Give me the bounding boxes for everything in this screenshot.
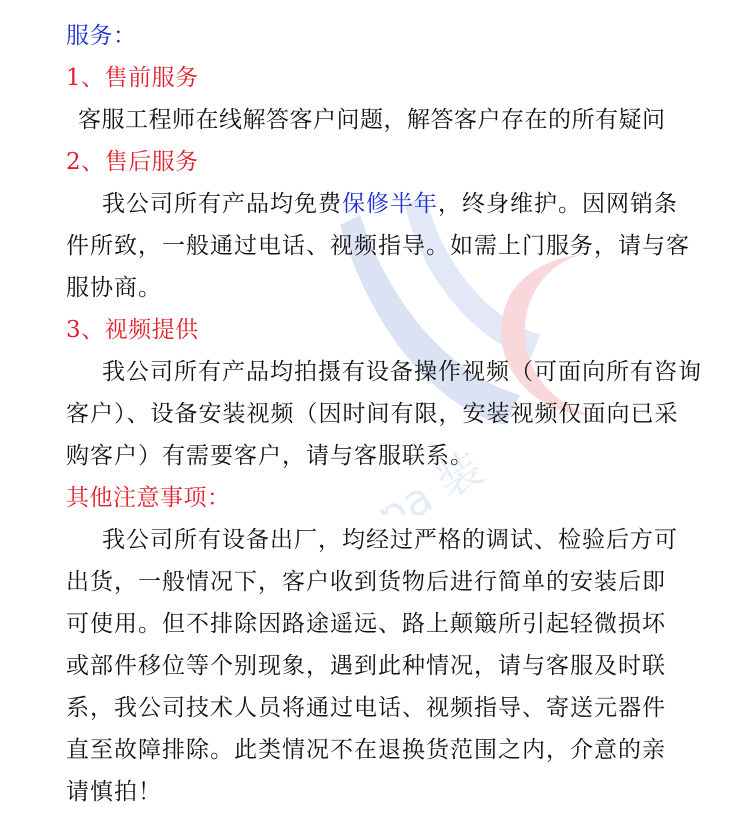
pre-sales-text: 客服工程师在线解答客户问题，解答客户存在的所有疑问: [78, 107, 666, 133]
after-sales-line-2: 件所致，一般通过电话、视频指导。如需上门服务，请与客: [66, 233, 690, 259]
watermark-text: pa 装: [368, 442, 492, 515]
video-line-3: 购客户）有需要客户，请与客服联系。: [66, 443, 474, 469]
after-sales-heading: 2、售后服务: [66, 149, 199, 175]
notes-line-5: 系，我公司技术人员将通过电话、视频指导、寄送元器件: [66, 695, 666, 721]
service-document: [66, 15, 706, 813]
notes-line-3: 可使用。但不排除因路途遥远、路上颠簸所引起轻微损坏: [66, 611, 666, 637]
video-line-2: 客户）、设备安装视频（因时间有限，安装视频仅面向已采: [66, 401, 679, 427]
notes-line-2: 出货，一般情况下，客户收到货物后进行简单的安装后即: [66, 569, 666, 595]
notes-line-1: 我公司所有设备出厂，均经过严格的调试、检验后方可: [102, 527, 678, 553]
notes-heading: 其他注意事项：: [66, 485, 231, 511]
notes-line-7: 请慎拍！: [66, 779, 162, 805]
notes-line-4: 或部件移位等个别现象，遇到此种情况，请与客服及时联: [66, 653, 666, 679]
notes-line-6: 直至故障排除。此类情况不在退换货范围之内，介意的亲: [66, 737, 666, 763]
pre-sales-heading: 1、售前服务: [66, 65, 199, 91]
after-sales-line-3: 服协商。: [66, 275, 162, 301]
video-body: [66, 351, 706, 477]
after-sales-line-1: [66, 183, 706, 225]
warranty-highlight: 保修半年: [342, 191, 438, 217]
after-sales-line-1-end: ，终身维护。因网销条: [438, 191, 678, 217]
notes-body: [66, 519, 706, 813]
video-line-1: 我公司所有产品均拍摄有设备操作视频（可面向所有咨询: [102, 359, 702, 385]
services-heading: 服务：: [66, 23, 137, 49]
after-sales-line-1-start: 我公司所有产品均免费: [102, 191, 342, 217]
after-sales-body: [66, 183, 706, 309]
video-heading: 3、视频提供: [66, 317, 199, 343]
